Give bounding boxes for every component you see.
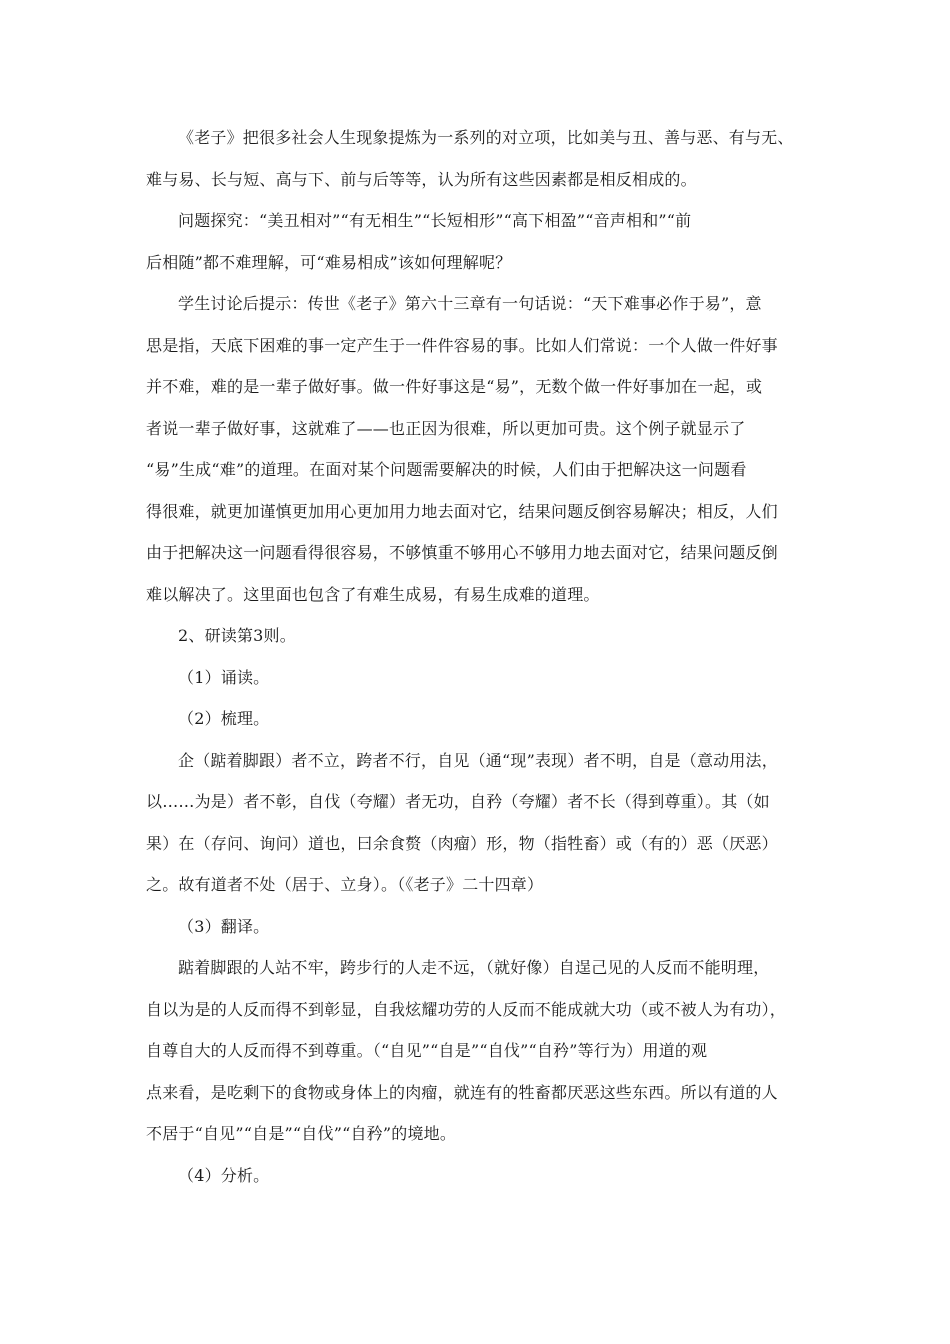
text-line: 《老子》把很多社会人生现象提炼为一系列的对立项，比如美与丑、善与恶、有与无、	[178, 128, 794, 147]
text-line: 问题探究：“美丑相对”“有无相生”“长短相形”“高下相盈”“音声相和”“前	[178, 211, 692, 230]
text-line: 难以解决了。这里面也包含了有难生成易，有易生成难的道理。	[146, 585, 600, 604]
text-line: 企（踮着脚跟）者不立，跨者不行，自见（通“现”表现）者不明，自是（意动用法，	[178, 751, 778, 770]
text-line: 后相随”都不难理解，可“难易相成”该如何理解呢？	[146, 253, 512, 272]
text-line: 不居于“自见”“自是”“自伐”“自矜”的境地。	[146, 1124, 457, 1143]
text-line: 之。故有道者不处（居于、立身）。（《老子》二十四章）	[146, 875, 544, 894]
text-line: 由于把解决这一问题看得很容易，不够慎重不够用心不够用力地去面对它，结果问题反倒	[146, 543, 778, 562]
text-line: 思是指，天底下困难的事一定产生于一件件容易的事。比如人们常说：一个人做一件好事	[146, 336, 778, 355]
text-line: 点来看，是吃剩下的食物或身体上的肉瘤，就连有的牲畜都厌恶这些东西。所以有道的人	[146, 1083, 778, 1102]
subsection-heading: （1）诵读。	[178, 668, 270, 687]
text-line: 难与易、长与短、高与下、前与后等等，认为所有这些因素都是相反相成的。	[146, 170, 697, 189]
text-line: 踮着脚跟的人站不牢，跨步行的人走不远，（就好像）自逞己见的人反而不能明理，	[178, 958, 770, 977]
text-line: 自以为是的人反而得不到彰显，自我炫耀功劳的人反而不能成就大功（或不被人为有功），	[146, 1000, 787, 1019]
text-line: 者说一辈子做好事，这就难了——也正因为很难，所以更加可贵。这个例子就显示了	[146, 419, 746, 438]
text-line: 果）在（存问、询问）道也，曰余食赘（肉瘤）形，物（指牲畜）或（有的）恶（厌恶）	[146, 834, 778, 853]
text-line: 得很难，就更加谨慎更加用心更加用力地去面对它，结果问题反倒容易解决；相反，人们	[146, 502, 778, 521]
text-line: 自尊自大的人反而得不到尊重。（“自见”“自是”“自伐”“自矜”等行为）用道的观	[146, 1041, 708, 1060]
text-line: 以……为是）者不彰，自伐（夸耀）者无功，自矜（夸耀）者不长（得到尊重）。其（如	[146, 792, 770, 811]
text-line: “易”生成“难”的道理。在面对某个问题需要解决的时候，人们由于把解决这一问题看	[146, 460, 747, 479]
subsection-heading: （2）梳理。	[178, 709, 270, 728]
subsection-heading: （3）翻译。	[178, 917, 270, 936]
text-line: 并不难，难的是一辈子做好事。做一件好事这是“易”，无数个做一件好事加在一起，或	[146, 377, 763, 396]
section-heading: 2、研读第3则。	[178, 626, 296, 645]
subsection-heading: （4）分析。	[178, 1166, 270, 1185]
text-line: 学生讨论后提示：传世《老子》第六十三章有一句话说：“天下难事必作于易”，意	[178, 294, 762, 313]
